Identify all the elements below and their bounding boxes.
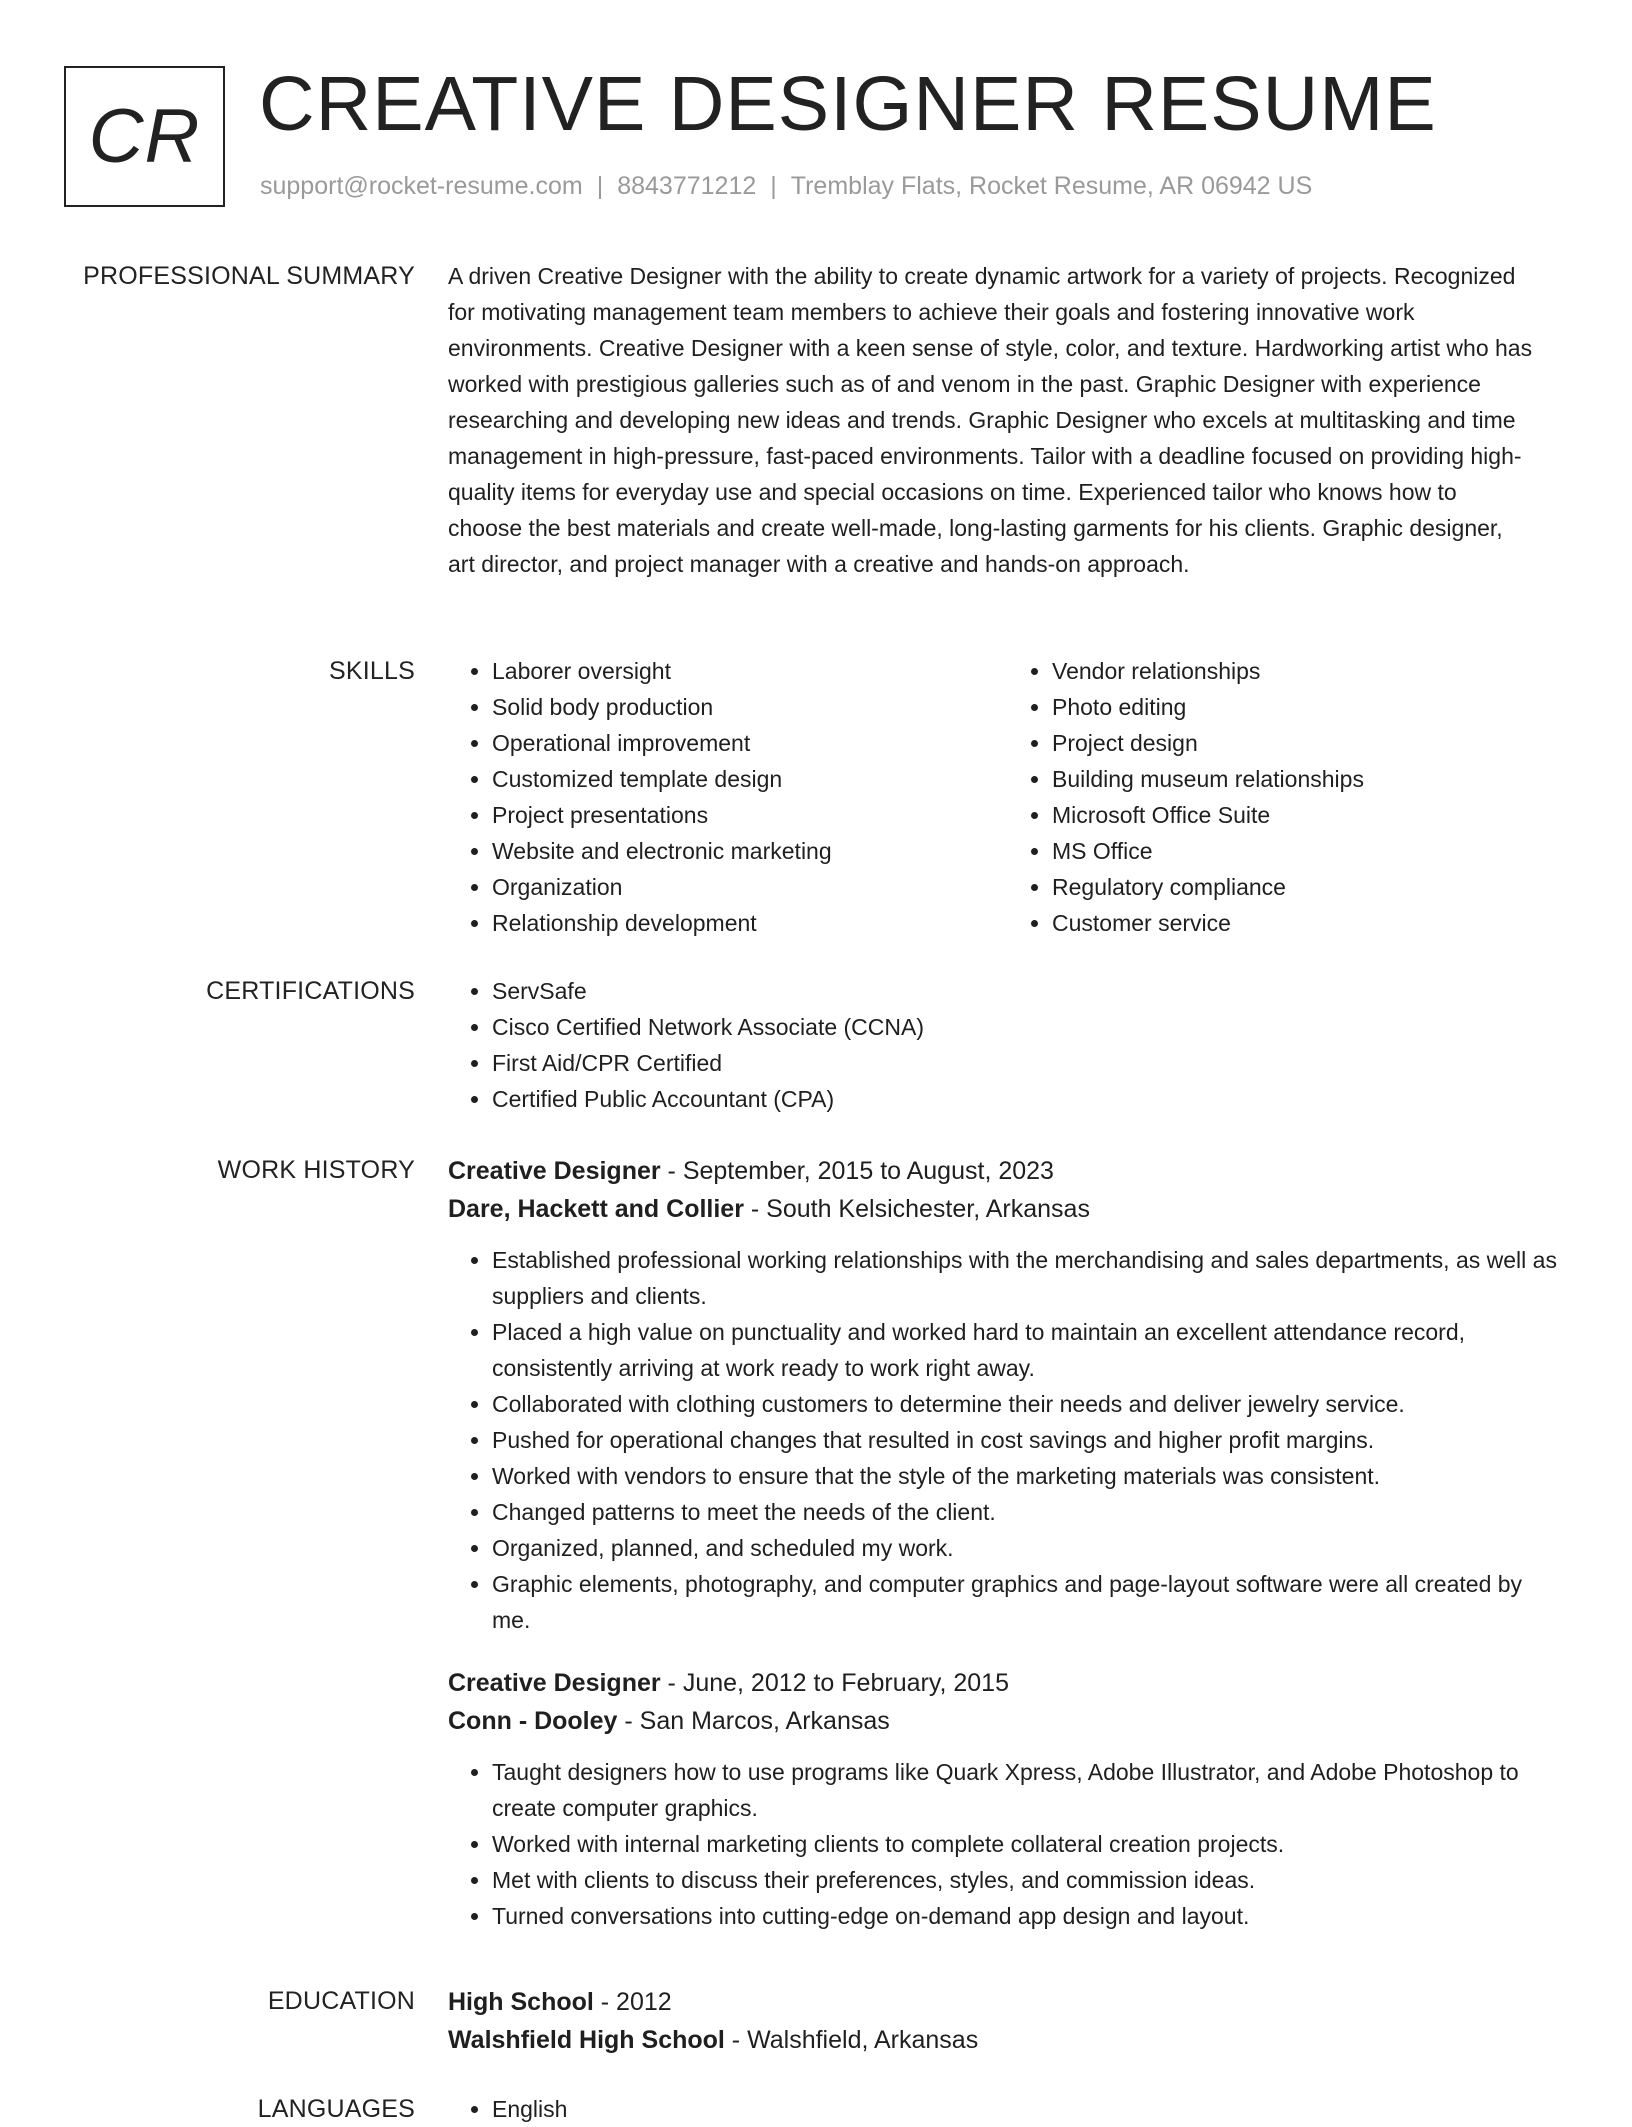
skill-item: • Project design (1052, 725, 1568, 761)
skill-item: • Solid body production (492, 689, 1008, 725)
languages-list (448, 2091, 1568, 2127)
education-year: - 2012 (593, 1988, 672, 2016)
education-school: Walshfield High School (448, 2026, 725, 2054)
language-item: • English (492, 2091, 1568, 2127)
job-title: Creative Designer (448, 1669, 661, 1697)
job-company: Dare, Hackett and Collier (448, 1195, 744, 1223)
skill-item: • MS Office (1052, 833, 1568, 869)
job-dates: - September, 2015 to August, 2023 (660, 1157, 1054, 1185)
certification-item: • First Aid/CPR Certified (492, 1045, 1568, 1081)
job-bullet: • Turned conversations into cutting-edge on-demand app design and layout. (492, 1898, 1568, 1934)
job-company: Conn - Dooley (448, 1707, 618, 1735)
job-bullet: • Worked with internal marketing clients to complete collateral creation projects. (492, 1826, 1568, 1862)
education-school-line (448, 2021, 1568, 2059)
job-bullet: • Changed patterns to meet the needs of the client. (492, 1494, 1568, 1530)
certification-item: • Cisco Certified Network Associate (CCNA) (492, 1009, 1568, 1045)
certifications-list (448, 973, 1568, 1117)
job-location: - South Kelsichester, Arkansas (743, 1195, 1090, 1223)
certifications-heading: CERTIFICATIONS (206, 977, 415, 1005)
skill-item: • Microsoft Office Suite (1052, 797, 1568, 833)
education-location: - Walshfield, Arkansas (724, 2026, 979, 2054)
education-heading: EDUCATION (267, 1987, 415, 2015)
job-bullet: • Organized, planned, and scheduled my work. (492, 1530, 1568, 1566)
job-title: Creative Designer (448, 1157, 661, 1185)
education-degree-line (448, 1983, 1568, 2021)
contact-address: Tremblay Flats, Rocket Resume, AR 06942 US (790, 172, 1313, 200)
job-bullet: • Graphic elements, photography, and computer graphics and page-layout software were all created by me. (492, 1566, 1568, 1638)
job-dates: - June, 2012 to February, 2015 (660, 1669, 1009, 1697)
job-title-line (448, 1152, 1568, 1190)
skill-item: • Organization (492, 869, 1008, 905)
contact-email: support@rocket-resume.com (260, 172, 583, 200)
work-history-heading: WORK HISTORY (217, 1156, 415, 1184)
languages-heading: LANGUAGES (257, 2095, 415, 2123)
contact-phone: 8843771212 (617, 172, 757, 200)
job-bullet: • Pushed for operational changes that resulted in cost savings and higher profit margins. (492, 1422, 1568, 1458)
skill-item: • Laborer oversight (492, 653, 1008, 689)
skill-item: • Vendor relationships (1052, 653, 1568, 689)
skills-heading: SKILLS (329, 657, 415, 685)
skill-item: • Project presentations (492, 797, 1008, 833)
job-entry (448, 1664, 1568, 1934)
job-company-line (448, 1190, 1568, 1228)
job-bullet: • Worked with vendors to ensure that the style of the marketing materials was consistent. (492, 1458, 1568, 1494)
certification-item: • ServSafe (492, 973, 1568, 1009)
summary-heading: PROFESSIONAL SUMMARY (83, 262, 415, 290)
contact-line (260, 172, 1312, 201)
job-bullet: • Met with clients to discuss their preferences, styles, and commission ideas. (492, 1862, 1568, 1898)
job-bullet: • Established professional working relationships with the merchandising and sales departments, as well as suppliers and clients. (492, 1242, 1568, 1314)
job-company-line (448, 1702, 1568, 1740)
job-bullet: • Collaborated with clothing customers to determine their needs and deliver jewelry service. (492, 1386, 1568, 1422)
job-bullets (448, 1754, 1568, 1934)
education-degree: High School (448, 1988, 594, 2016)
skill-item: • Operational improvement (492, 725, 1008, 761)
contact-separator: | (596, 172, 604, 200)
monogram-text: CR (88, 94, 201, 179)
skill-item: • Building museum relationships (1052, 761, 1568, 797)
skill-item: • Website and electronic marketing (492, 833, 1008, 869)
certification-item: • Certified Public Accountant (CPA) (492, 1081, 1568, 1117)
job-bullet: • Taught designers how to use programs like Quark Xpress, Adobe Illustrator, and Adobe Photoshop to create computer graphics. (492, 1754, 1568, 1826)
skill-item: • Customized template design (492, 761, 1008, 797)
job-location: - San Marcos, Arkansas (617, 1707, 890, 1735)
skills-list-right (1008, 653, 1568, 941)
page-title: CREATIVE DESIGNER RESUME (259, 61, 1437, 147)
skills-list-left (448, 653, 1008, 941)
skill-item: • Photo editing (1052, 689, 1568, 725)
summary-text: A driven Creative Designer with the ability to create dynamic artwork for a variety of projects. Recognized for motivating management team members to achieve their goals and fostering innovative work environments. Creative Designer with a keen sense of style, color, and texture. Hardworking artist who has worked with prestigious galleries such as of and venom in the past. Graphic Designer with experience researching and developing new ideas and trends. Graphic Designer who excels at multitasking and time management in high-pressure, fast-paced environments. Tailor with a deadline focused on providing high-quality items for everyday use and special occasions on time. Experienced tailor who knows how to choose the best materials and create well-made, long-lasting garments for his clients. Graphic designer, art director, and project manager with a creative and hands-on approach. (448, 263, 1533, 577)
contact-separator: | (770, 172, 777, 200)
monogram-box (64, 66, 225, 207)
job-title-line (448, 1664, 1568, 1702)
job-bullets (448, 1242, 1568, 1638)
job-entry (448, 1152, 1568, 1638)
job-bullet: • Placed a high value on punctuality and worked hard to maintain an excellent attendance record, consistently arriving at work ready to work right away. (492, 1314, 1568, 1386)
skill-item: • Relationship development (492, 905, 1008, 941)
skill-item: • Regulatory compliance (1052, 869, 1568, 905)
skill-item: • Customer service (1052, 905, 1568, 941)
